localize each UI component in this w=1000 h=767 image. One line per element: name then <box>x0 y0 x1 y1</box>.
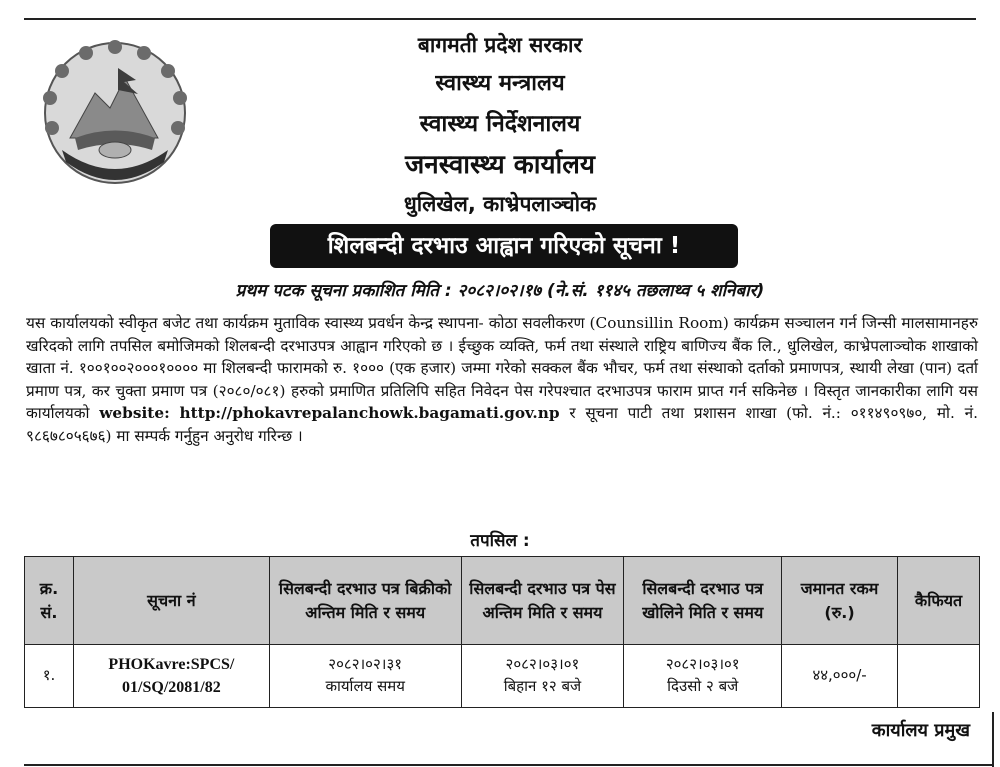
header-opening-date: सिलबन्दी दरभाउ पत्र खोलिने मिति र समय <box>624 557 782 645</box>
notice-body-part2: र सूचना पाटी तथा प्रशासन शाखा (फो. नं.: ०११४९०९७०, मो. नं. ९८६७८०५६७६) मा सम्पर्क गर्नुहुन अनुरोध गरिन्छ । <box>26 404 978 445</box>
office-header <box>200 30 800 217</box>
header-submission-deadline: सिलबन्दी दरभाउ पत्र पेस अन्तिम मिति र समय <box>461 557 624 645</box>
submit-date: २०८२।०३।०१ <box>505 655 580 674</box>
publication-date: प्रथम पटक सूचना प्रकाशित मिति : २०८२।०२।१७ (ने.सं. ११४५ तछलाथ्व ५ शनिबार) <box>235 281 765 301</box>
cell-notice-no: PHOKavre:SPCS/ 01/SQ/2081/82 <box>73 645 269 708</box>
cell-serial: १. <box>25 645 74 708</box>
office-chief-signature: कार्यालय प्रमुख <box>871 720 970 741</box>
schedule-table <box>24 556 980 708</box>
province-government: बागमती प्रदेश सरकार <box>417 33 583 57</box>
header-remarks: कैफियत <box>898 557 980 645</box>
open-date: २०८२।०३।०१ <box>665 655 740 674</box>
directorate-name: स्वास्थ्य निर्देशनालय <box>419 110 581 137</box>
header-notice-no: सूचना नं <box>73 557 269 645</box>
header-sale-deadline: सिलबन्दी दरभाउ पत्र बिक्रीको अन्तिम मिति र समय <box>269 557 461 645</box>
table-header-row <box>25 557 980 645</box>
submit-time: बिहान १२ बजे <box>503 677 582 695</box>
notice-title-banner: शिलबन्दी दरभाउ आह्वान गरिएको सूचना ! <box>270 224 738 268</box>
sale-date: २०८२।०२।३१ <box>328 655 403 674</box>
bottom-border <box>24 764 994 766</box>
notice-body <box>26 312 978 448</box>
sale-time: कार्यालय समय <box>325 677 405 695</box>
cell-bid-security: ४४,०००/- <box>782 645 898 708</box>
notice-body-part1: यस कार्यालयको स्वीकृत बजेट तथा कार्यक्रम मुताविक स्वास्थ्य प्रवर्धन केन्द्र स्थापना- कोठा सवलीकरण (Counsillin Room) कार्यक्रम सञ्चालन गर्न जिन्सी मालसामानहरु खरिदको लागि तपसिल बमोजिमको शिलबन्दी दरभाउपत्र आह्वान गरिएको छ । ईच्छुक व्यक्ति, फर्म तथा संस्थाले राष्ट्रिय बाणिज्य बैंक लि., धुलिखेल, काभ्रेपलाञ्चोक शाखाको खाता नं. १००१००२०००१०००० मा शिलबन्दी फारामको रु. १००० (एक हजार) जम्मा गरेको सक्कल बैंक भौचर, फर्म तथा संस्थाको दर्ताको प्रमाणपत्र, स्थायी लेखा (पान) दर्ता प्रमाण पत्र, कर चुक्ता प्रमाण पत्र (२०८०/०८१) हरुको प्रमाणित प्रतिलिपि सहित निवेदन पेस गरेपश्चात दरभाउपत्र फाराम प्राप्त गर्न सकिनेछ । विस्तृत जानकारीका लागि यस कार्यालयको <box>26 314 978 423</box>
open-time: दिउसो २ बजे <box>667 677 739 695</box>
office-name: जनस्वास्थ्य कार्यालय <box>404 149 595 180</box>
government-emblem-icon <box>40 38 190 188</box>
schedule-heading: तपसिल : <box>470 531 530 551</box>
ministry-name: स्वास्थ्य मन्त्रालय <box>435 71 565 97</box>
right-border <box>992 712 994 767</box>
header-bid-security: जमानत रकम (रु.) <box>782 557 898 645</box>
website-label: website: <box>99 404 170 423</box>
website-link[interactable]: http://phokavrepalanchowk.bagamati.gov.np <box>179 404 560 423</box>
top-border <box>24 18 976 20</box>
cell-sale-deadline <box>269 645 461 708</box>
header-serial: क्र. सं. <box>25 557 74 645</box>
cell-remarks <box>898 645 980 708</box>
table-row <box>25 645 980 708</box>
cell-submission-deadline <box>461 645 624 708</box>
cell-opening-date <box>624 645 782 708</box>
office-location: धुलिखेल, काभ्रेपलाञ्चोक <box>403 192 597 216</box>
